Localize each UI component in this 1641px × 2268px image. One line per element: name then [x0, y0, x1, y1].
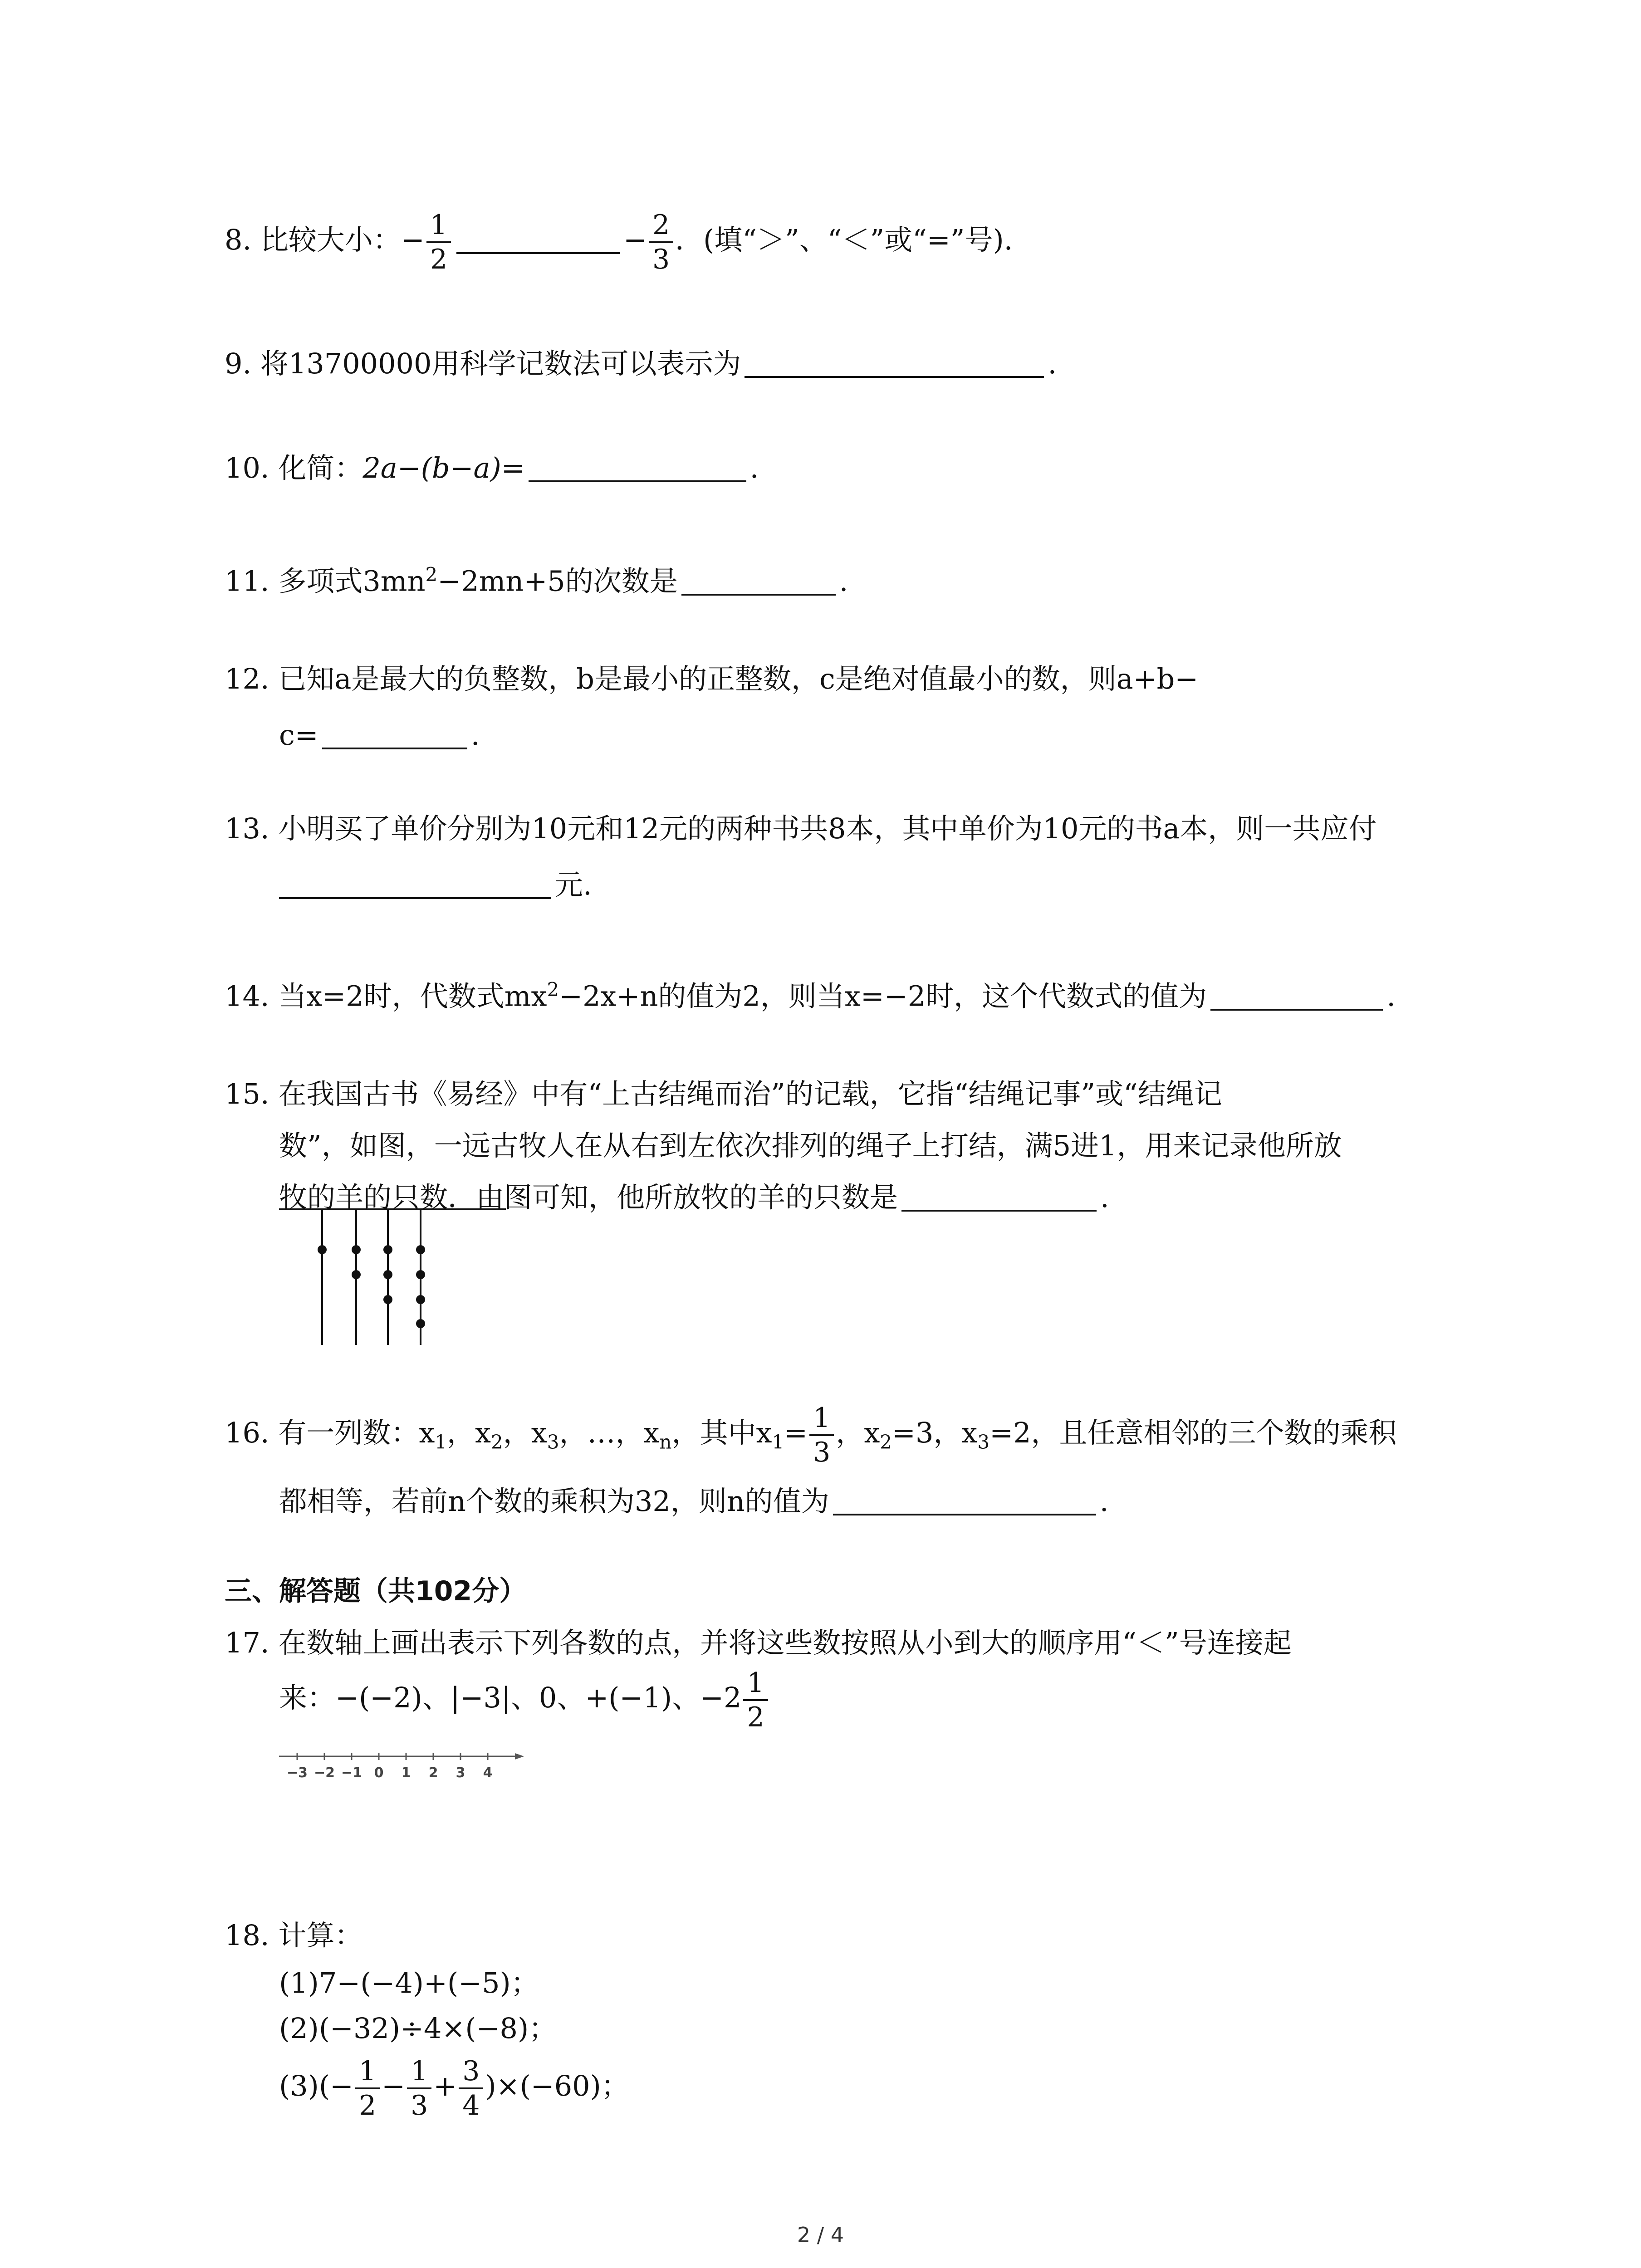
question-number: 8. — [225, 223, 252, 257]
calc-part-3 — [279, 2055, 629, 2122]
question-text: 有一列数：x — [278, 1416, 435, 1450]
question-text: 都相等，若前n个数的乘积为32，则n的值为 — [279, 1485, 829, 1518]
answer-blank[interactable] — [279, 893, 551, 899]
number-line — [279, 1751, 533, 1792]
knot — [416, 1295, 425, 1304]
question-number: 15. — [225, 1077, 269, 1110]
question-text: ，x — [836, 1416, 880, 1450]
period: . — [1386, 979, 1396, 1013]
answer-blank[interactable] — [529, 476, 746, 482]
expression: 2a−(b−a)= — [362, 451, 525, 484]
subscript: 2 — [880, 1431, 892, 1453]
numerator: 1 — [426, 209, 451, 243]
expression: + — [433, 2069, 457, 2103]
fraction-1-3 — [809, 1402, 834, 1469]
subscript: 3 — [547, 1431, 559, 1453]
question-text: c= — [279, 719, 318, 752]
arrow-icon — [515, 1753, 524, 1760]
question-13 — [225, 810, 1376, 904]
period: . — [1048, 347, 1057, 380]
question-text: 多项式3mn — [278, 564, 426, 598]
question-9 — [225, 345, 1057, 383]
denominator: 2 — [358, 2090, 377, 2121]
question-number: 14. — [225, 979, 269, 1013]
numerator: 1 — [355, 2055, 380, 2089]
subscript: n — [659, 1431, 672, 1453]
question-15 — [225, 1075, 1342, 1217]
question-text: 化简： — [278, 451, 363, 484]
tick-label: −2 — [314, 1765, 335, 1781]
tick-label: −3 — [286, 1765, 308, 1781]
denominator: 3 — [411, 2090, 428, 2121]
period: . — [1099, 1485, 1109, 1518]
answer-blank[interactable] — [901, 1205, 1097, 1212]
question-text: 在数轴上画出表示下列各数的点，并将这些数按照从小到大的顺序用“＜”号连接起 — [278, 1626, 1292, 1659]
subscript: 1 — [772, 1431, 784, 1453]
knot — [416, 1245, 425, 1254]
tick-label: 4 — [483, 1765, 493, 1781]
question-17 — [225, 1624, 1292, 1734]
knot — [318, 1245, 327, 1254]
knot — [383, 1245, 392, 1254]
question-text: ，…，x — [559, 1416, 660, 1450]
period: . — [470, 719, 480, 752]
question-text: 小明买了单价分别为10元和12元的两种书共8本，其中单价为10元的书a本，则一共应付 — [278, 812, 1377, 845]
tick-label: 0 — [374, 1765, 384, 1781]
period: . — [1100, 1181, 1109, 1214]
unit: 元. — [555, 868, 592, 901]
question-text: ，x — [447, 1416, 491, 1450]
question-8 — [225, 209, 1013, 276]
tick-label: 2 — [428, 1765, 438, 1781]
question-text: =2，且任意相邻的三个数的乘积 — [989, 1416, 1397, 1450]
question-text: ．(填“＞”、“＜”或“=”号). — [675, 223, 1013, 257]
tick-label: −1 — [341, 1765, 362, 1781]
knot — [383, 1270, 392, 1279]
question-18 — [225, 1916, 362, 1955]
denominator: 4 — [462, 2090, 480, 2121]
denominator: 3 — [813, 1437, 831, 1468]
subscript: 2 — [491, 1431, 503, 1453]
question-text: 计算： — [278, 1919, 363, 1952]
fraction-2-3 — [649, 209, 673, 276]
question-number: 10. — [225, 451, 269, 484]
period: . — [839, 564, 848, 598]
denominator: 2 — [747, 1701, 764, 1733]
tick-label: 3 — [456, 1765, 465, 1781]
knot — [416, 1319, 425, 1328]
answer-blank[interactable] — [745, 371, 1044, 378]
minus-sign: − — [401, 223, 425, 257]
question-text: 牧的羊的只数．由图可知，他所放牧的羊的只数是 — [279, 1181, 898, 1214]
exponent: 2 — [425, 563, 438, 586]
question-number: 12. — [225, 662, 269, 695]
question-10 — [225, 449, 759, 487]
exponent: 2 — [547, 978, 559, 1001]
question-number: 16. — [225, 1416, 269, 1450]
denominator: 3 — [652, 244, 670, 275]
calc-part-2: (2)(−32)÷4×(−8)； — [279, 2012, 557, 2045]
question-text: −2x+n的值为2，则当x=−2时，这个代数式的值为 — [559, 979, 1207, 1013]
question-text: ，x — [503, 1416, 547, 1450]
answer-blank[interactable] — [456, 248, 620, 254]
answer-blank[interactable] — [833, 1509, 1096, 1515]
answer-blank[interactable] — [322, 743, 467, 749]
question-text: 当x=2时，代数式mx — [278, 979, 547, 1013]
question-14 — [225, 971, 1396, 1016]
numerator: 1 — [407, 2055, 431, 2089]
question-16 — [225, 1402, 1397, 1520]
page-number: 2 / 4 — [797, 2223, 844, 2247]
question-text: ，其中x — [671, 1416, 772, 1450]
fraction-1-2 — [743, 1667, 768, 1734]
section-title: 三、解答题（共102分） — [225, 1575, 527, 1607]
period: . — [749, 451, 759, 484]
fraction-1-2 — [426, 209, 451, 276]
question-text: 将13700000用科学记数法可以表示为 — [260, 347, 741, 380]
numerator: 3 — [459, 2055, 483, 2089]
numerator: 2 — [649, 209, 673, 243]
question-text: −2mn+5的次数是 — [437, 564, 678, 598]
subscript: 1 — [435, 1431, 447, 1453]
question-number: 11. — [225, 564, 269, 598]
minus-sign: − — [623, 223, 647, 257]
answer-blank[interactable] — [1210, 1004, 1383, 1011]
question-text: 来：−(−2)、|−3|、0、+(−1)、−2 — [279, 1681, 742, 1715]
knot — [352, 1270, 361, 1279]
knot — [416, 1270, 425, 1279]
question-text: =3，x — [892, 1416, 978, 1450]
question-12 — [225, 660, 1198, 754]
expression: )×(−60)； — [485, 2069, 629, 2103]
subscript: 3 — [977, 1431, 990, 1453]
numerator: 1 — [743, 1667, 768, 1701]
question-number: 17. — [225, 1626, 269, 1659]
calc-part-1: (1)7−(−4)+(−5)； — [279, 1966, 539, 1999]
question-text: 在我国古书《易经》中有“上古结绳而治”的记载，它指“结绳记事”或“结绳记 — [278, 1077, 1222, 1110]
fraction-1-3 — [407, 2055, 431, 2122]
fraction-1-2 — [355, 2055, 380, 2122]
question-text: 数”，如图，一远古牧人在从右到左依次排列的绳子上打结，满5进1，用来记录他所放 — [279, 1129, 1342, 1162]
question-text: 比较大小： — [260, 223, 401, 257]
question-11 — [225, 556, 848, 601]
tick-label: 1 — [401, 1765, 411, 1781]
expression: − — [382, 2069, 406, 2103]
numerator: 1 — [809, 1402, 834, 1436]
knot — [352, 1245, 361, 1254]
denominator: 2 — [430, 244, 448, 275]
answer-blank[interactable] — [681, 589, 836, 596]
knot — [383, 1295, 392, 1304]
expression: (3)(− — [279, 2069, 353, 2103]
question-text: = — [784, 1416, 808, 1450]
fraction-3-4 — [459, 2055, 483, 2122]
question-number: 13. — [225, 812, 269, 845]
knot-rope-figure — [279, 1207, 515, 1352]
question-number: 18. — [225, 1919, 269, 1952]
question-number: 9. — [225, 347, 252, 380]
question-text: 已知a是最大的负整数，b是最小的正整数，c是绝对值最小的数，则a+b− — [278, 662, 1199, 695]
